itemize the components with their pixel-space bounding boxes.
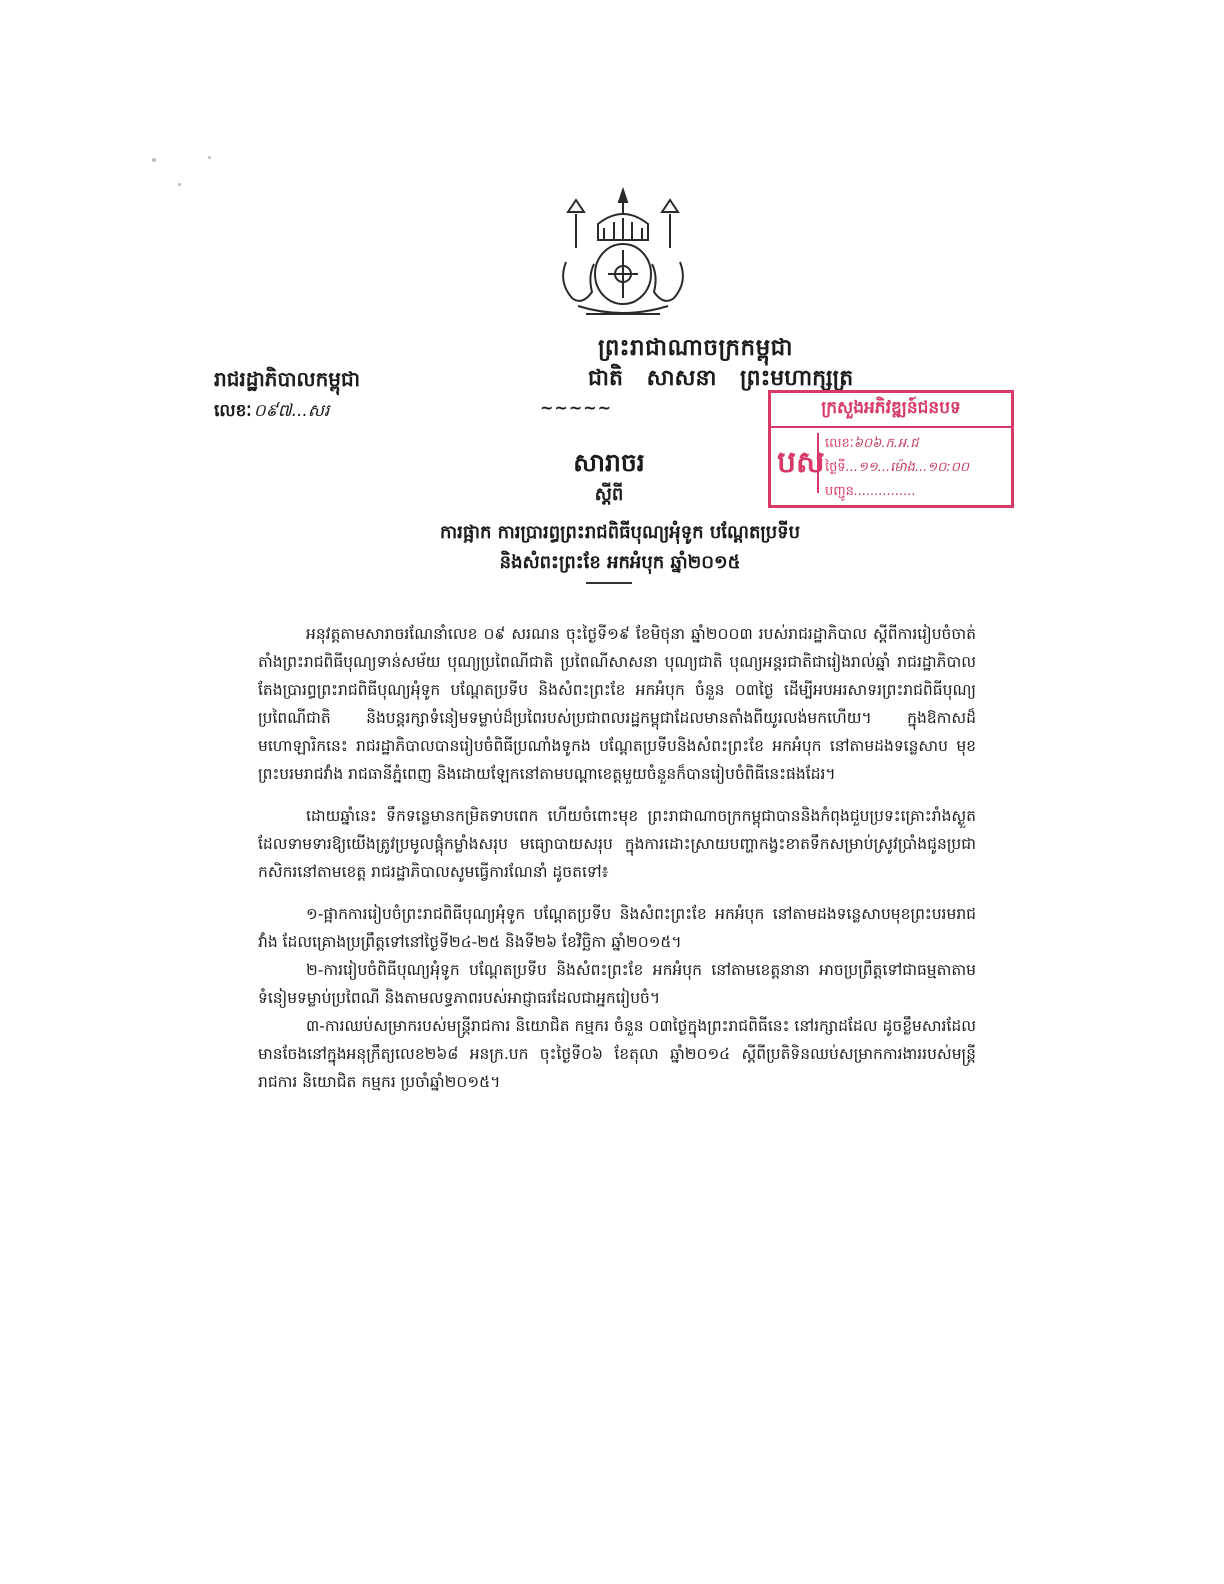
- issuing-authority: រាជរដ្ឋាភិបាលកម្ពុជា: [214, 367, 360, 391]
- stamp-number-value: ៦០៦.ក.អ.ជ: [853, 436, 919, 451]
- scan-speck: [178, 183, 181, 186]
- stamp-date-line: [825, 459, 969, 478]
- stamp-registry-label: បញ្ជូន: [825, 484, 854, 499]
- stamp-registry-line: [825, 483, 916, 502]
- subject-line-2: និងសំពះព្រះខែ អកអំបុក ឆ្នាំ២០១៥: [499, 552, 741, 573]
- directive-item-3: ៣-ការឈប់សម្រាករបស់មន្ត្រីរាជការ និយោជិត កម្មករ ចំនួន ០៣ថ្ងៃក្នុងព្រះរាជពិធីនេះ នៅរក្សាដដែល ដូចខ្លឹមសារដែលមានចែងនៅក្នុងអនុក្រឹត្យលេខ២៦៨ អនក្រ.បក ចុះថ្ងៃទី០៦ ខែតុលា ឆ្នាំ២០១៤ ស្ដីពីប្រតិទិនឈប់សម្រាកការងាររបស់មន្ត្រីរាជការ និយោជិត កម្មករ ប្រចាំឆ្នាំ២០១៥។: [258, 1017, 976, 1091]
- concerning-label: ស្ដីពី: [594, 484, 624, 505]
- national-motto: ជាតិ សាសនា ព្រះមហាក្សត្រ: [588, 366, 854, 391]
- stamp-code: បស: [777, 433, 819, 493]
- subject-line-1: ការផ្អាក ការប្រារព្ធព្រះរាជពិធីបុណ្យអុំទូក បណ្ដែតប្រទីប: [439, 522, 801, 543]
- stamp-date-label: ថ្ងៃទី: [825, 460, 846, 475]
- paragraph-intro: អនុវត្តតាមសារាចរណែនាំលេខ ០៩ សរណន ចុះថ្ងៃទី១៩ ខែមិថុនា ឆ្នាំ២០០៣ របស់រាជរដ្ឋាភិបាល ស្ដីពីការរៀបចំចាត់តាំងព្រះរាជពិធីបុណ្យទាន់សម័យ បុណ្យប្រពៃណីជាតិ ប្រពៃណីសាសនា បុណ្យជាតិ បុណ្យអន្តរជាតិជារៀងរាល់ឆ្នាំ រាជរដ្ឋាភិបាលតែងប្រារព្ធព្រះរាជពិធីបុណ្យអុំទូក បណ្ដែតប្រទីប និងសំពះព្រះខែ អកអំបុក ចំនួន ០៣ថ្ងៃ ដើម្បីអបអរសាទរព្រះរាជពិធីបុណ្យប្រពៃណីជាតិ និងបន្តរក្សាទំនៀមទម្លាប់ដ៏ប្រពៃរបស់ប្រជាពលរដ្ឋកម្ពុជាដែលមានតាំងពីយូរលង់មកហើយ។ ក្នុងឱកាសដ៏មហោឡារិកនេះ រាជរដ្ឋាភិបាលបានរៀបចំពិធីប្រណាំងទូកង បណ្ដែតប្រទីបនិងសំពះព្រះខែ អកអំបុក នៅតាមដងទន្លេសាប មុខព្រះបរមរាជវាំង រាជធានីភ្នំពេញ និងដោយឡែកនៅតាមបណ្ដាខេត្តមួយចំនួនក៏បានរៀបចំពិធីនេះផងដែរ។: [258, 625, 976, 783]
- reference-label: លេខៈ: [214, 401, 252, 421]
- kingdom-name: ព្រះរាជាណាចក្រកម្ពុជា: [598, 335, 794, 361]
- royal-coat-of-arms-icon: [548, 184, 698, 324]
- stamp-registry-value: ...............: [853, 484, 916, 499]
- stamp-date-value: ...១១...ម៉ោង...១០:០០: [845, 460, 970, 475]
- paragraph-reason: ដោយឆ្នាំនេះ ទឹកទន្លេមានកម្រិតទាបពេក ហើយចំពោះមុខ ព្រះរាជាណាចក្រកម្ពុជាបាននិងកំពុងជួបប្រទះគ្រោះរាំងស្ងួត ដែលទាមទារឱ្យយើងត្រូវប្រមូលផ្ដុំកម្លាំងសរុប មធ្យោបាយសរុប ក្នុងការដោះស្រាយបញ្ហាកង្វះខាតទឹកសម្រាប់ស្រូវប្រាំងជូនប្រជាកសិករនៅតាមខេត្ត រាជរដ្ឋាភិបាលសូមធ្វើការណែនាំ ដូចតទៅ៖: [258, 807, 976, 881]
- stamp-title: ក្រសួងអភិវឌ្ឍន៍ជនបទ: [771, 397, 1011, 428]
- stamp-number-line: [825, 435, 919, 454]
- directive-item-1: ១-ផ្អាកការរៀបចំព្រះរាជពិធីបុណ្យអុំទូក បណ្ដែតប្រទីប និងសំពះព្រះខែ អកអំបុក នៅតាមដងទន្លេសាបមុខព្រះបរមរាជវាំង ដែលគ្រោងប្រព្រឹត្តទៅនៅថ្ងៃទី២៤-២៥ និងទី២៦ ខែវិច្ឆិកា ឆ្នាំ២០១៥។: [258, 905, 976, 951]
- directive-item-2: ២-ការរៀបចំពិធីបុណ្យអុំទូក បណ្ដែតប្រទីប និងសំពះព្រះខែ អកអំបុក នៅតាមខេត្តនានា អាចប្រព្រឹត្តទៅជាធម្មតាតាមទំនៀមទម្លាប់ប្រពៃណី និងតាមលទ្ធភាពរបស់អាជ្ញាធរដែលជាអ្នករៀបចំ។: [258, 961, 976, 1007]
- document-body: [258, 620, 976, 1096]
- reference-number: [214, 400, 329, 425]
- document-type: សារាចរ: [573, 448, 645, 477]
- reference-value: ០៩៧...សរ: [253, 401, 330, 421]
- stamp-number-label: លេខៈ: [825, 436, 854, 451]
- scan-speck: [208, 156, 211, 159]
- document-subject: [300, 518, 940, 578]
- title-underline: [586, 582, 632, 584]
- ornament-divider: ~~~~~: [540, 398, 613, 417]
- scan-speck: [152, 158, 156, 162]
- ministry-receipt-stamp: [768, 390, 1014, 508]
